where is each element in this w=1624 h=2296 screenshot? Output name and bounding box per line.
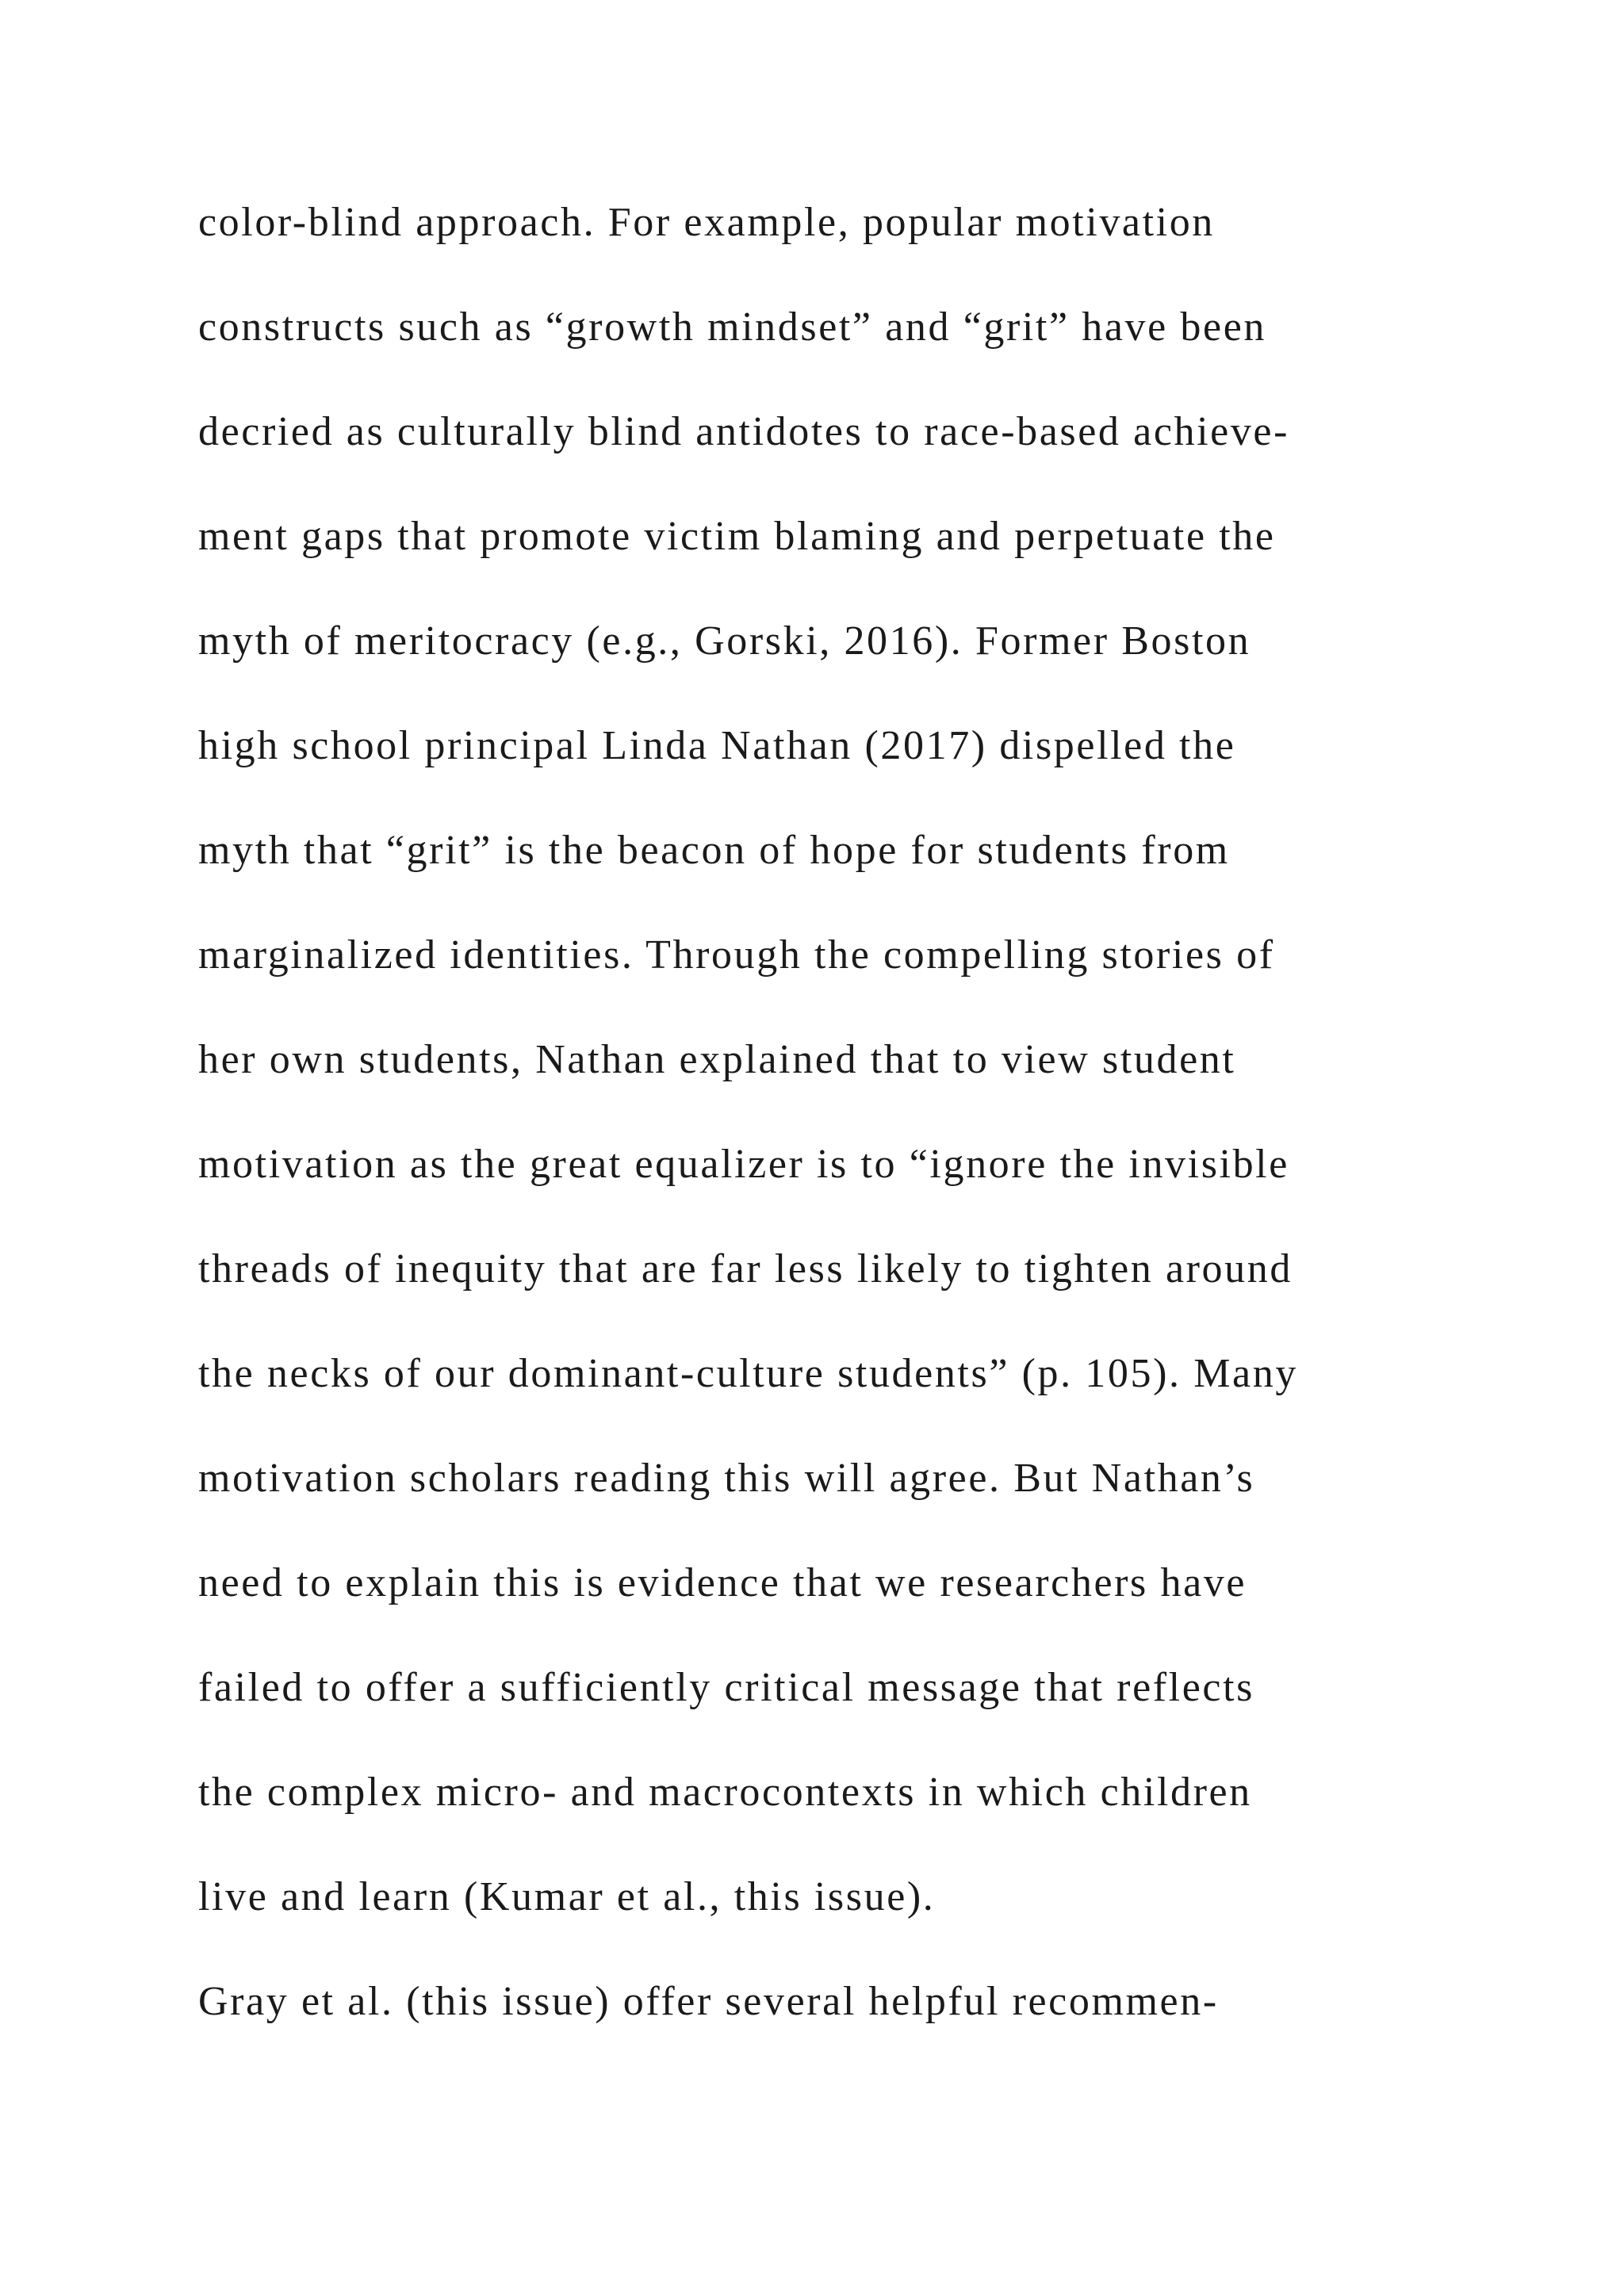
text-line: need to explain this is evidence that we researchers have bbox=[198, 1560, 1247, 1605]
text-line: color-blind approach. For example, popular motivation bbox=[198, 200, 1215, 245]
text-line: motivation as the great equalizer is to “ignore the invisible bbox=[198, 1142, 1289, 1187]
text-line: myth of meritocracy (e.g., Gorski, 2016). Former Boston bbox=[198, 618, 1251, 664]
text-line: failed to offer a sufficiently critical message that reflects bbox=[198, 1665, 1254, 1710]
paragraph-start-line: Gray et al. (this issue) offer several helpful recommen- bbox=[198, 1979, 1219, 2024]
text-line: decried as culturally blind antidotes to race-based achieve- bbox=[198, 409, 1290, 454]
text-line: myth that “grit” is the beacon of hope for students from bbox=[198, 828, 1230, 873]
body-text bbox=[198, 190, 1435, 2074]
text-line: the complex micro- and macrocontexts in which children bbox=[198, 1770, 1252, 1815]
text-line: marginalized identities. Through the compelling stories of bbox=[198, 932, 1275, 978]
text-line: live and learn (Kumar et al., this issue). bbox=[198, 1874, 936, 1919]
text-line: her own students, Nathan explained that to view student bbox=[198, 1037, 1236, 1082]
text-line: ment gaps that promote victim blaming and perpetuate the bbox=[198, 514, 1276, 559]
text-line: constructs such as “growth mindset” and “grit” have been bbox=[198, 304, 1266, 350]
text-line: threads of inequity that are far less likely to tighten around bbox=[198, 1246, 1293, 1292]
text-line: motivation scholars reading this will agree. But Nathan’s bbox=[198, 1456, 1255, 1501]
text-line: the necks of our dominant-culture students” (p. 105). Many bbox=[198, 1351, 1298, 1396]
text-line: high school principal Linda Nathan (2017) dispelled the bbox=[198, 723, 1236, 768]
